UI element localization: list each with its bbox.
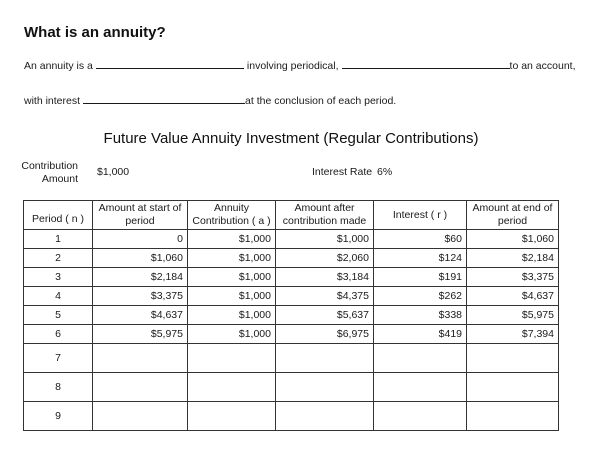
cell-amount-end[interactable]: [467, 373, 559, 402]
cell-annuity-contribution[interactable]: [188, 373, 276, 402]
cell-period[interactable]: 3: [24, 268, 93, 287]
cell-amount-end[interactable]: $5,975: [467, 306, 559, 325]
contribution-amount-value[interactable]: $1,000: [97, 166, 130, 178]
cell-amount-after[interactable]: [276, 373, 374, 402]
cell-amount-after[interactable]: $4,375: [276, 287, 374, 306]
cell-amount-after[interactable]: $5,637: [276, 306, 374, 325]
definition-line1-text2: involving periodical,: [246, 60, 339, 72]
table-header-row: [24, 201, 559, 230]
table-row: [24, 402, 559, 431]
cell-amount-end[interactable]: $7,394: [467, 325, 559, 344]
definition-line2-text1: with interest: [24, 95, 81, 107]
cell-amount-after[interactable]: $3,184: [276, 268, 374, 287]
cell-amount-after[interactable]: $1,000: [276, 230, 374, 249]
cell-interest[interactable]: [374, 373, 467, 402]
cell-period[interactable]: 9: [24, 402, 93, 431]
cell-amount-after[interactable]: [276, 344, 374, 373]
cell-interest[interactable]: [374, 402, 467, 431]
table-header: [24, 201, 559, 230]
cell-annuity-contribution[interactable]: $1,000: [188, 287, 276, 306]
cell-annuity-contribution[interactable]: [188, 402, 276, 431]
cell-amount-start[interactable]: $1,060: [93, 249, 188, 268]
cell-amount-start[interactable]: $2,184: [93, 268, 188, 287]
cell-amount-start[interactable]: 0: [93, 230, 188, 249]
definition-line-2: [24, 92, 587, 107]
cell-interest[interactable]: $124: [374, 249, 467, 268]
cell-interest[interactable]: $338: [374, 306, 467, 325]
cell-interest[interactable]: $419: [374, 325, 467, 344]
cell-period[interactable]: 1: [24, 230, 93, 249]
cell-amount-start[interactable]: [93, 402, 188, 431]
header-amount-start: Amount at start of period: [93, 201, 188, 230]
table-row: [24, 230, 559, 249]
interest-rate-value[interactable]: 6%: [377, 166, 393, 178]
header-period: Period ( n ): [24, 201, 93, 230]
cell-amount-end[interactable]: $4,637: [467, 287, 559, 306]
cell-annuity-contribution[interactable]: $1,000: [188, 325, 276, 344]
cell-period[interactable]: 7: [24, 344, 93, 373]
page-title: What is an annuity?: [24, 24, 166, 41]
definition-line-1: [24, 57, 587, 72]
fill-in-blank-2[interactable]: [342, 57, 510, 69]
cell-amount-end[interactable]: [467, 402, 559, 431]
cell-interest[interactable]: $262: [374, 287, 467, 306]
contribution-label-line1: Contribution: [21, 160, 78, 172]
cell-period[interactable]: 6: [24, 325, 93, 344]
cell-period[interactable]: 8: [24, 373, 93, 402]
section-title: Future Value Annuity Investment (Regular Contributions): [103, 130, 479, 147]
header-annuity-contribution: Annuity Contribution ( a ): [188, 201, 276, 230]
table-body: [24, 230, 559, 431]
cell-amount-start[interactable]: [93, 344, 188, 373]
cell-amount-start[interactable]: $4,637: [93, 306, 188, 325]
table-row: [24, 373, 559, 402]
cell-annuity-contribution[interactable]: $1,000: [188, 230, 276, 249]
table-row: [24, 325, 559, 344]
header-interest: Interest ( r ): [374, 201, 467, 230]
cell-annuity-contribution[interactable]: [188, 344, 276, 373]
header-amount-after: Amount after contribution made: [276, 201, 374, 230]
cell-period[interactable]: 2: [24, 249, 93, 268]
interest-rate-label: Interest Rate: [312, 166, 373, 178]
future-value-table: [23, 200, 559, 431]
cell-amount-start[interactable]: [93, 373, 188, 402]
fill-in-blank-1[interactable]: [96, 57, 244, 69]
cell-period[interactable]: 4: [24, 287, 93, 306]
cell-interest[interactable]: $191: [374, 268, 467, 287]
cell-interest[interactable]: $60: [374, 230, 467, 249]
cell-amount-end[interactable]: $1,060: [467, 230, 559, 249]
definition-line1-text3: to an account,: [509, 60, 576, 72]
cell-interest[interactable]: [374, 344, 467, 373]
cell-annuity-contribution[interactable]: $1,000: [188, 306, 276, 325]
cell-amount-start[interactable]: $5,975: [93, 325, 188, 344]
cell-amount-end[interactable]: $2,184: [467, 249, 559, 268]
fill-in-blank-3[interactable]: [83, 92, 245, 104]
cell-amount-end[interactable]: [467, 344, 559, 373]
cell-annuity-contribution[interactable]: $1,000: [188, 268, 276, 287]
definition-line2-text2: at the conclusion of each period.: [245, 95, 397, 107]
table-row: [24, 249, 559, 268]
cell-amount-end[interactable]: $3,375: [467, 268, 559, 287]
cell-period[interactable]: 5: [24, 306, 93, 325]
contribution-amount-label: [18, 160, 78, 186]
table-row: [24, 306, 559, 325]
cell-amount-start[interactable]: $3,375: [93, 287, 188, 306]
cell-amount-after[interactable]: $6,975: [276, 325, 374, 344]
table-row: [24, 344, 559, 373]
table-row: [24, 287, 559, 306]
definition-line1-text1: An annuity is a: [24, 60, 93, 72]
cell-annuity-contribution[interactable]: $1,000: [188, 249, 276, 268]
cell-amount-after[interactable]: $2,060: [276, 249, 374, 268]
contribution-label-line2: Amount: [41, 173, 78, 185]
header-amount-end: Amount at end of period: [467, 201, 559, 230]
table-row: [24, 268, 559, 287]
cell-amount-after[interactable]: [276, 402, 374, 431]
